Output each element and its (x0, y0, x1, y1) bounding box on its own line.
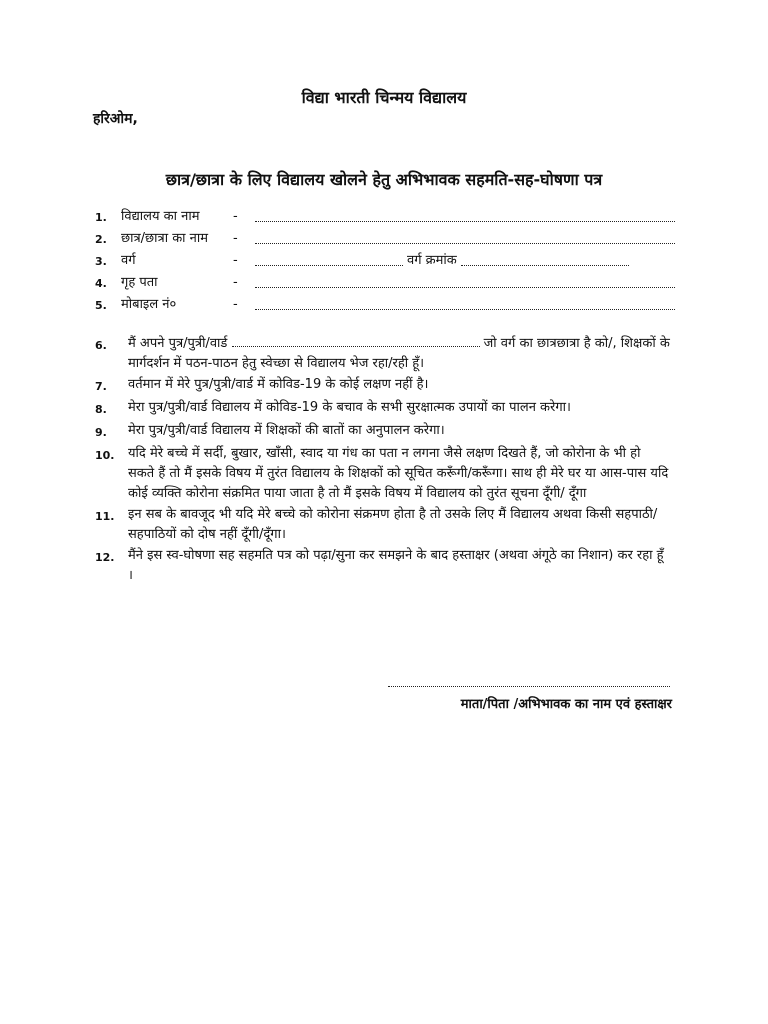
mobile-blank[interactable] (255, 296, 675, 310)
declaration-text: इन सब के बावजूद भी यदि मेरे बच्चे को कोरोना संक्रमण होता है तो उसके लिए मैं विद्यालय अथवा किसी सहपाठी/सहपाठियों को दोष नहीं दूँगी/दूँगा। (128, 507, 658, 542)
field-number: 1. (95, 211, 107, 224)
item-number: 11. (95, 510, 115, 523)
class-roll-label: वर्ग क्रमांक (407, 253, 457, 268)
field-dash: - (233, 275, 238, 290)
form-title: छात्र/छात्रा के लिए विद्यालय खोलने हेतु अभिभावक सहमति-सह-घोषणा पत्र (165, 170, 603, 189)
field-number: 3. (95, 255, 107, 268)
field-mobile (95, 296, 675, 314)
field-student-name (95, 230, 675, 248)
field-address (95, 274, 675, 292)
declaration-text: मेरा पुत्र/पुत्री/वार्ड विद्यालय में कोविड-19 के बचाव के सभी सुरक्षात्मक उपायों का पालन करेगा। (128, 400, 571, 415)
field-dash: - (233, 253, 238, 268)
declaration-text: मेरा पुत्र/पुत्री/वार्ड विद्यालय में शिक्षकों की बातों का अनुपालन करेगा। (128, 423, 445, 438)
field-class (95, 252, 675, 270)
declaration-item (95, 398, 670, 420)
item-number: 10. (95, 449, 115, 462)
declaration-text-post: जो वर्ग का छात्रछात्रा है को/, शिक्षकों के मार्गदर्शन में पठन-पाठन हेतु स्वेच्छा से विद्यालय भेज रहा/रही हूँ। (128, 336, 670, 371)
declaration-text: वर्तमान में मेरे पुत्र/पुत्री/वार्ड में कोविड-19 के कोई लक्षण नहीं है। (128, 377, 429, 392)
declaration-text: यदि मेरे बच्चे में सर्दी, बुखार, खाँसी, स्वाद या गंध का पता न लगना जैसे लक्षण दिखते हैं, जो कोरोना के भी हो सकते हैं तो मैं इसके विषय में तुरंत विद्यालय के शिक्षकों को सूचित करूँगी/करूँगा। साथ ही मेरे घर या आस-पास यदि कोई व्यक्ति कोरोना संक्रमित पाया जाता है तो मैं इसके विषय में विद्यालय को तुरंत सूचना दूँगी/ दूँगा (128, 446, 669, 501)
declaration-item (95, 375, 670, 397)
field-dash: - (233, 231, 238, 246)
item-number: 6. (95, 339, 107, 352)
item-number: 12. (95, 551, 115, 564)
field-dash: - (233, 297, 238, 312)
item-number: 8. (95, 403, 107, 416)
ward-name-blank[interactable] (232, 334, 480, 347)
declaration-item (95, 444, 670, 504)
school-name-blank[interactable] (255, 208, 675, 222)
details-field-list (95, 208, 675, 318)
declaration-item (95, 421, 670, 443)
signature-label: माता/पिता /अभिभावक का नाम एवं हस्ताक्षर (460, 697, 672, 712)
school-name: विद्या भारती चिन्मय विद्यालय (301, 88, 467, 107)
declaration-item (95, 505, 670, 545)
signature-blank[interactable] (388, 676, 670, 687)
student-name-blank[interactable] (255, 230, 675, 244)
declaration-list (95, 334, 670, 587)
declaration-item (95, 334, 670, 374)
class-roll-blank[interactable] (461, 252, 629, 266)
item-number: 7. (95, 380, 107, 393)
item-number: 9. (95, 426, 107, 439)
field-label: वर्ग (121, 253, 136, 268)
class-blank[interactable] (255, 252, 403, 266)
declaration-text (128, 334, 670, 374)
field-dash: - (233, 209, 238, 224)
field-label: गृह पता (121, 275, 158, 290)
declaration-text-pre: मैं अपने पुत्र/पुत्री/वार्ड (128, 336, 228, 351)
field-label: मोबाइल नं० (121, 297, 177, 312)
field-number: 2. (95, 233, 107, 246)
field-number: 5. (95, 299, 107, 312)
address-blank[interactable] (255, 274, 675, 288)
declaration-item (95, 546, 670, 586)
field-number: 4. (95, 277, 107, 290)
declaration-text: मैंने इस स्व-घोषणा सह सहमति पत्र को पढ़ा/सुना कर समझने के बाद हस्ताक्षर (अथवा अंगूठे का निशान) कर रहा हूँ । (128, 548, 664, 583)
field-label: विद्यालय का नाम (121, 209, 200, 224)
greeting: हरिओम, (93, 111, 138, 127)
field-school-name (95, 208, 675, 226)
field-label: छात्र/छात्रा का नाम (121, 231, 209, 246)
